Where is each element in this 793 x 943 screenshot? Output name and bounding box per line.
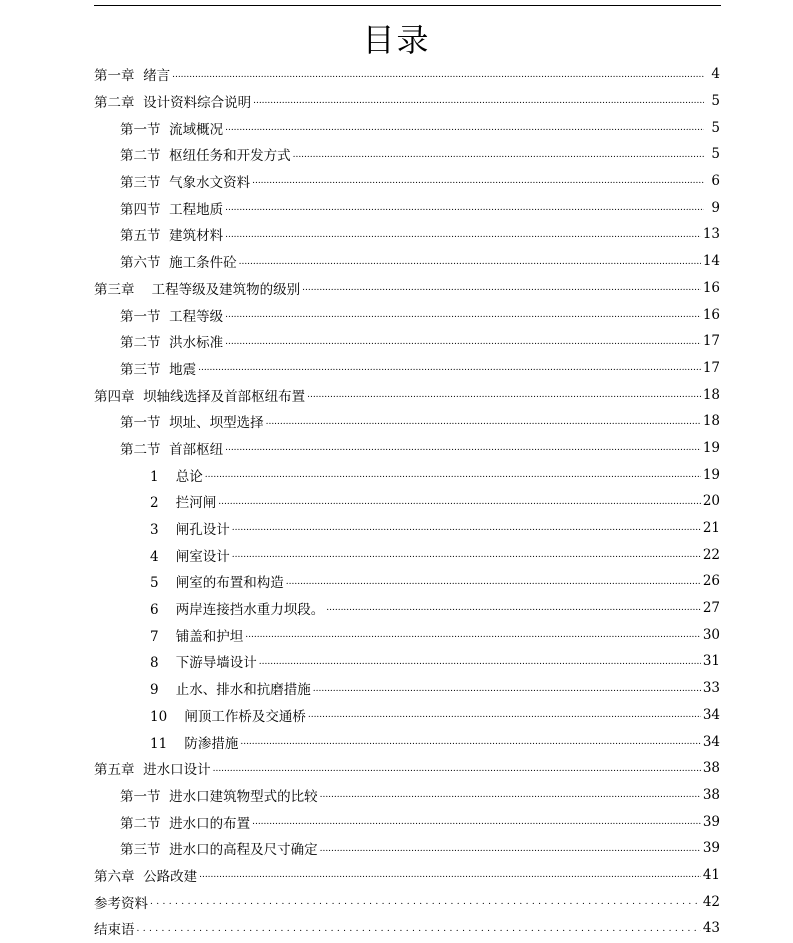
toc-entry[interactable] [94,702,720,729]
toc-entry-page: 22 [702,546,720,563]
toc-leader-dots [252,176,704,194]
toc-entry[interactable] [94,408,720,435]
toc-entry[interactable] [94,515,720,542]
toc-entry-label: 第二节 进水口的布置 [120,815,251,832]
toc-leader-dots [232,523,701,541]
toc-entry-page: 39 [702,813,720,830]
toc-entry[interactable] [94,488,720,515]
toc-leader-dots [326,603,701,621]
toc-entry-page: 14 [702,253,720,270]
toc-entry-label: 第二节 洪水标准 [120,335,224,352]
toc-entry[interactable] [94,675,720,702]
toc-entry-page: 21 [702,520,720,537]
toc-entry-page: 17 [702,359,720,376]
toc-entry[interactable] [94,435,720,462]
toc-entry-label: 第一章 绪言 [94,68,171,85]
toc-entry-page: 43 [702,920,720,937]
toc-leader-dots [225,337,701,355]
toc-leader-dots [213,764,701,782]
toc-entry[interactable] [94,221,720,248]
page-title: 目录 [362,21,431,59]
top-rule [94,5,721,6]
toc-entry-page: 38 [702,760,720,777]
toc-leader-dots [225,203,704,221]
toc-leader-dots [225,443,701,461]
toc-entry-label: 4 闸室设计 [150,548,230,565]
toc-entry-page: 6 [711,173,720,190]
toc-entry[interactable] [94,355,720,382]
toc-leader-dots [253,96,704,114]
toc-entry[interactable] [94,621,720,648]
toc-entry[interactable] [94,782,720,809]
toc-entry[interactable] [94,461,720,488]
toc-entry-label: 第一节 进水口建筑物型式的比较 [120,788,318,805]
toc-entry-page: 42 [702,893,720,910]
toc-entry-label: 第三节 进水口的高程及尺寸确定 [120,842,318,859]
toc-leader-dots [198,363,701,381]
toc-entry-label: 第二节 枢纽任务和开发方式 [120,148,291,165]
toc-entry-label: 9 止水、排水和抗磨措施 [150,682,311,699]
toc-entry-label: 结束语 [94,922,135,939]
toc-leader-dots [293,150,704,168]
toc-entry-page: 38 [702,786,720,803]
toc-entry-label: 第四章 坝轴线选择及首部枢纽布置 [94,388,306,405]
toc-entry[interactable] [94,862,720,889]
toc-entry[interactable] [94,301,720,328]
toc-entry-label: 5 闸室的布置和构造 [150,575,284,592]
toc-entry[interactable] [94,595,720,622]
toc-entry-page: 5 [711,93,720,110]
toc-entry[interactable] [94,808,720,835]
toc-entry[interactable] [94,728,720,755]
toc-leader-dots [252,817,701,835]
toc-entry-page: 13 [702,226,720,243]
toc-leader-dots [172,70,704,88]
toc-leader-dots [225,310,701,328]
toc-leader-dots [320,844,701,862]
toc-entry-page: 19 [702,439,720,456]
toc-leader-dots [320,790,701,808]
toc-leader-dots [259,657,701,675]
toc-entry-label: 第六章 公路改建 [94,868,198,885]
toc-leader-dots [225,230,701,248]
toc-entry-label: 7 铺盖和护坦 [150,628,244,645]
table-of-contents [94,61,720,942]
toc-entry-page: 18 [702,386,720,403]
toc-entry-label: 第三节 气象水文资料 [120,175,251,192]
toc-leader-dots [266,417,701,435]
toc-leader-dots [205,470,701,488]
toc-entry-page: 20 [702,493,720,510]
toc-entry[interactable] [94,541,720,568]
toc-entry-page: 18 [702,413,720,430]
toc-entry[interactable] [94,275,720,302]
toc-leader-dots [218,497,701,515]
toc-entry[interactable] [94,114,720,141]
toc-entry[interactable] [94,248,720,275]
toc-leader-dots [286,577,701,595]
toc-entry[interactable] [94,888,720,915]
toc-entry-label: 10 闸顶工作桥及交通桥 [150,708,306,725]
toc-entry-page: 34 [702,733,720,750]
toc-leader-dots [150,897,701,915]
toc-entry-page: 30 [702,626,720,643]
toc-entry[interactable] [94,915,720,942]
toc-leader-dots [313,684,701,702]
toc-entry-page: 31 [702,653,720,670]
toc-entry-label: 第一节 流域概况 [120,121,224,138]
toc-leader-dots [308,710,701,728]
toc-leader-dots [199,870,701,888]
toc-entry[interactable] [94,381,720,408]
toc-entry-label: 第五章 进水口设计 [94,762,211,779]
toc-entry-page: 27 [702,600,720,617]
toc-leader-dots [240,737,700,755]
toc-leader-dots [245,630,701,648]
toc-entry-label: 第一节 坝址、坝型选择 [120,415,264,432]
toc-entry[interactable] [94,168,720,195]
toc-leader-dots [232,550,701,568]
toc-entry[interactable] [94,328,720,355]
toc-entry-label: 3 闸孔设计 [150,522,230,539]
toc-entry-label: 第三章 工程等级及建筑物的级别 [94,281,301,298]
toc-entry-page: 33 [702,680,720,697]
toc-entry-page: 5 [711,146,720,163]
toc-entry-page: 4 [711,66,720,83]
toc-entry-label: 第一节 工程等级 [120,308,224,325]
toc-entry[interactable] [94,755,720,782]
toc-entry-page: 34 [702,706,720,723]
toc-entry-label: 第二章 设计资料综合说明 [94,95,252,112]
toc-entry-page: 16 [702,306,720,323]
toc-entry-label: 6 两岸连接挡水重力坝段。 [150,602,325,619]
toc-entry-label: 参考资料 [94,895,148,912]
toc-entry[interactable] [94,88,720,115]
toc-leader-dots [225,123,704,141]
toc-entry[interactable] [94,194,720,221]
toc-entry-label: 第四节 工程地质 [120,201,224,218]
toc-entry[interactable] [94,648,720,675]
toc-entry[interactable] [94,835,720,862]
toc-entry-label: 1 总论 [150,468,203,485]
toc-entry-page: 41 [702,866,720,883]
toc-entry-label: 2 拦河闸 [150,495,217,512]
toc-entry-page: 16 [702,279,720,296]
toc-entry-page: 5 [711,119,720,136]
toc-leader-dots [302,283,701,301]
toc-entry-label: 第五节 建筑材料 [120,228,224,245]
toc-entry-page: 9 [711,199,720,216]
toc-leader-dots [239,257,701,275]
toc-entry-label: 11 防渗措施 [150,735,239,752]
toc-entry-page: 39 [702,840,720,857]
toc-leader-dots [307,390,701,408]
toc-entry-page: 17 [702,333,720,350]
toc-entry-page: 19 [702,466,720,483]
toc-entry-label: 第三节 地震 [120,361,197,378]
toc-entry-page: 26 [702,573,720,590]
toc-entry[interactable] [94,61,720,88]
toc-entry[interactable] [94,141,720,168]
toc-leader-dots [137,924,701,942]
toc-entry-label: 8 下游导墙设计 [150,655,257,672]
toc-entry[interactable] [94,568,720,595]
toc-entry-label: 第二节 首部枢纽 [120,441,224,458]
toc-entry-label: 第六节 施工条件砼 [120,255,237,272]
